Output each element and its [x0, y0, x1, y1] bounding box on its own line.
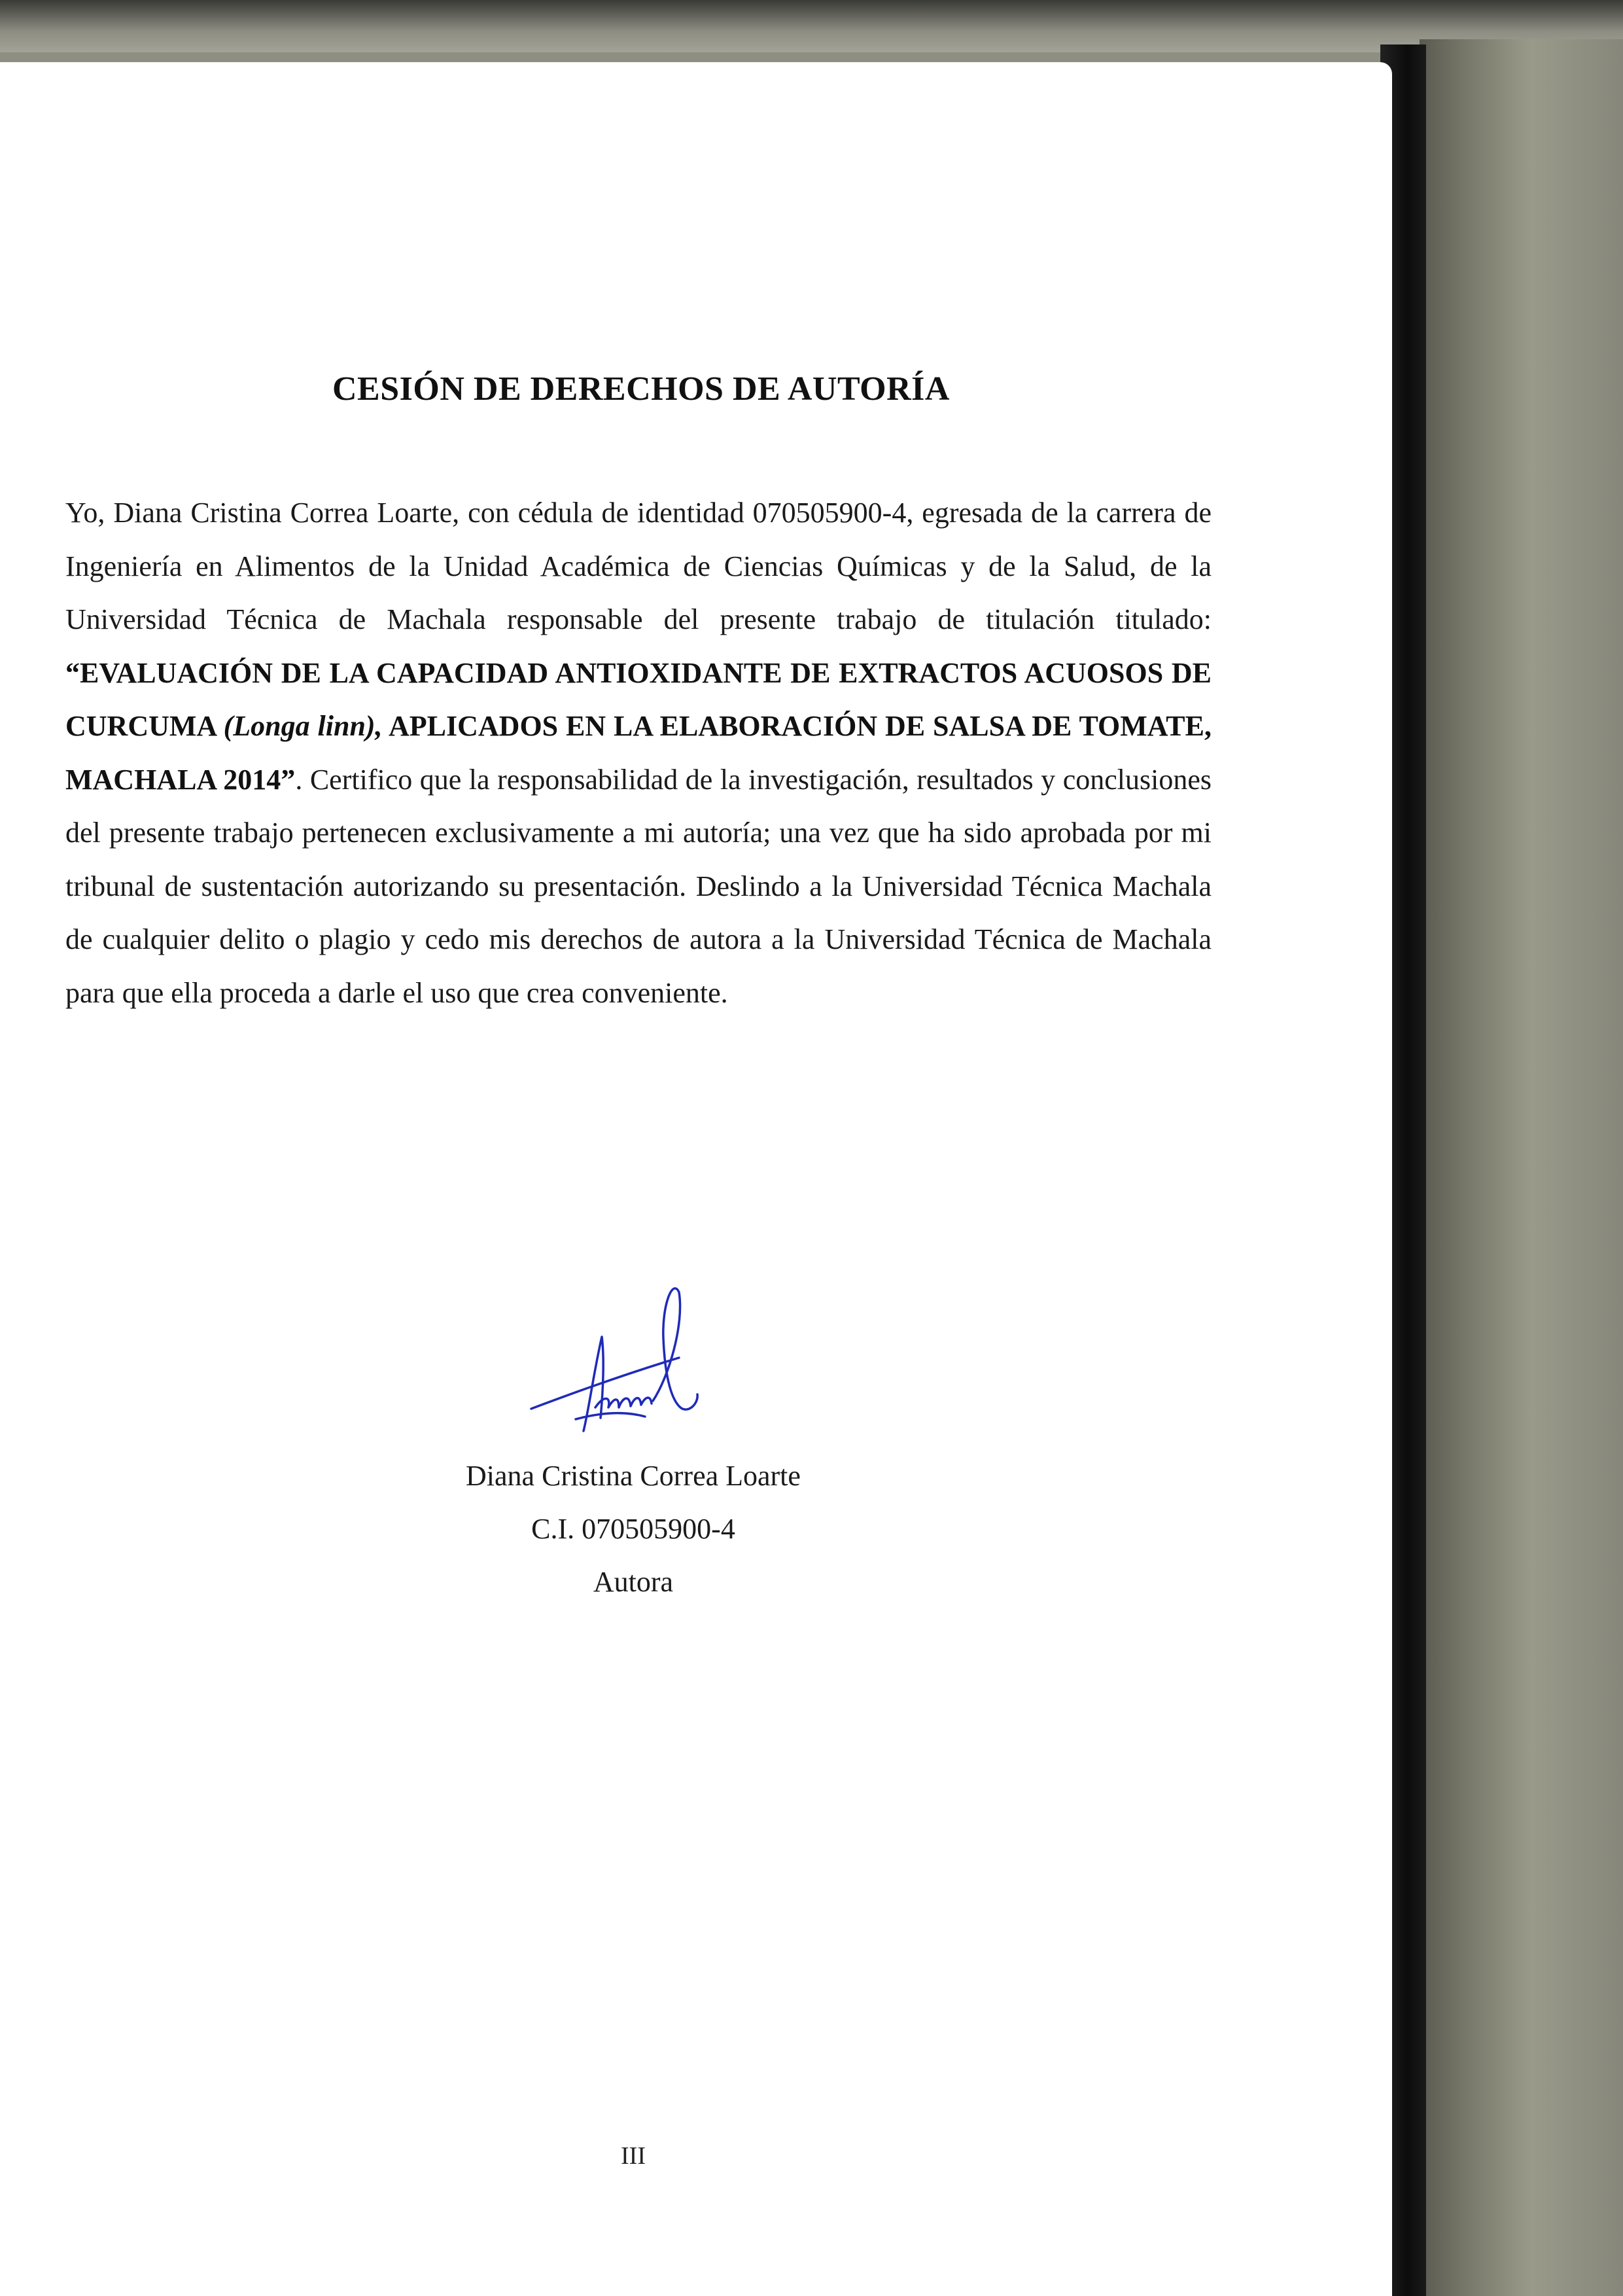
document-page [0, 62, 1392, 2296]
handwritten-signature [523, 1279, 720, 1475]
thesis-title-species: (Longa linn), [223, 710, 383, 742]
document-body [65, 486, 1212, 1019]
document-title: CESIÓN DE DERECHOS DE AUTORÍA [332, 370, 950, 408]
signer-name: Diana Cristina Correa Loarte [466, 1460, 801, 1492]
scanner-background-right [1420, 39, 1623, 2296]
signer-role: Autora [593, 1566, 674, 1598]
scanner-background-top [0, 0, 1623, 52]
body-paragraph-intro: Yo, Diana Cristina Correa Loarte, con cédula de identidad 070505900-4, egresada de la carrera de Ingeniería en Alimentos de la Unidad Académica de Ciencias Químicas y de la Salud, de la Universidad Técnica de Machala responsable del presente trabajo de titulación titulado: [65, 497, 1212, 635]
signature-block [0, 1449, 1266, 1608]
page-number: III [621, 2142, 646, 2170]
thesis-title-part1: “EVALUACIÓN DE LA CAPACIDAD ANTIOXIDANTE DE EXTRACTOS ACUOSOS DE CURCUMA [65, 656, 1212, 742]
body-paragraph-certification: . Certifico que la responsabilidad de la investigación, resultados y conclusiones del presente trabajo pertenecen exclusivamente a mi autoría; una vez que ha sido aprobada por mi tribunal de sustentación autorizando su presentación. Deslindo a la Universidad Técnica Machala de cualquier delito o plagio y cedo mis derechos de autora a la Universidad Técnica de Machala para que ella proceda a darle el uso que crea conveniente. [65, 763, 1212, 1009]
signer-id: C.I. 070505900-4 [531, 1513, 735, 1545]
thesis-title-part2: APLICADOS EN LA ELABORACIÓN DE SALSA DE TOMATE, MACHALA 2014” [65, 710, 1212, 796]
